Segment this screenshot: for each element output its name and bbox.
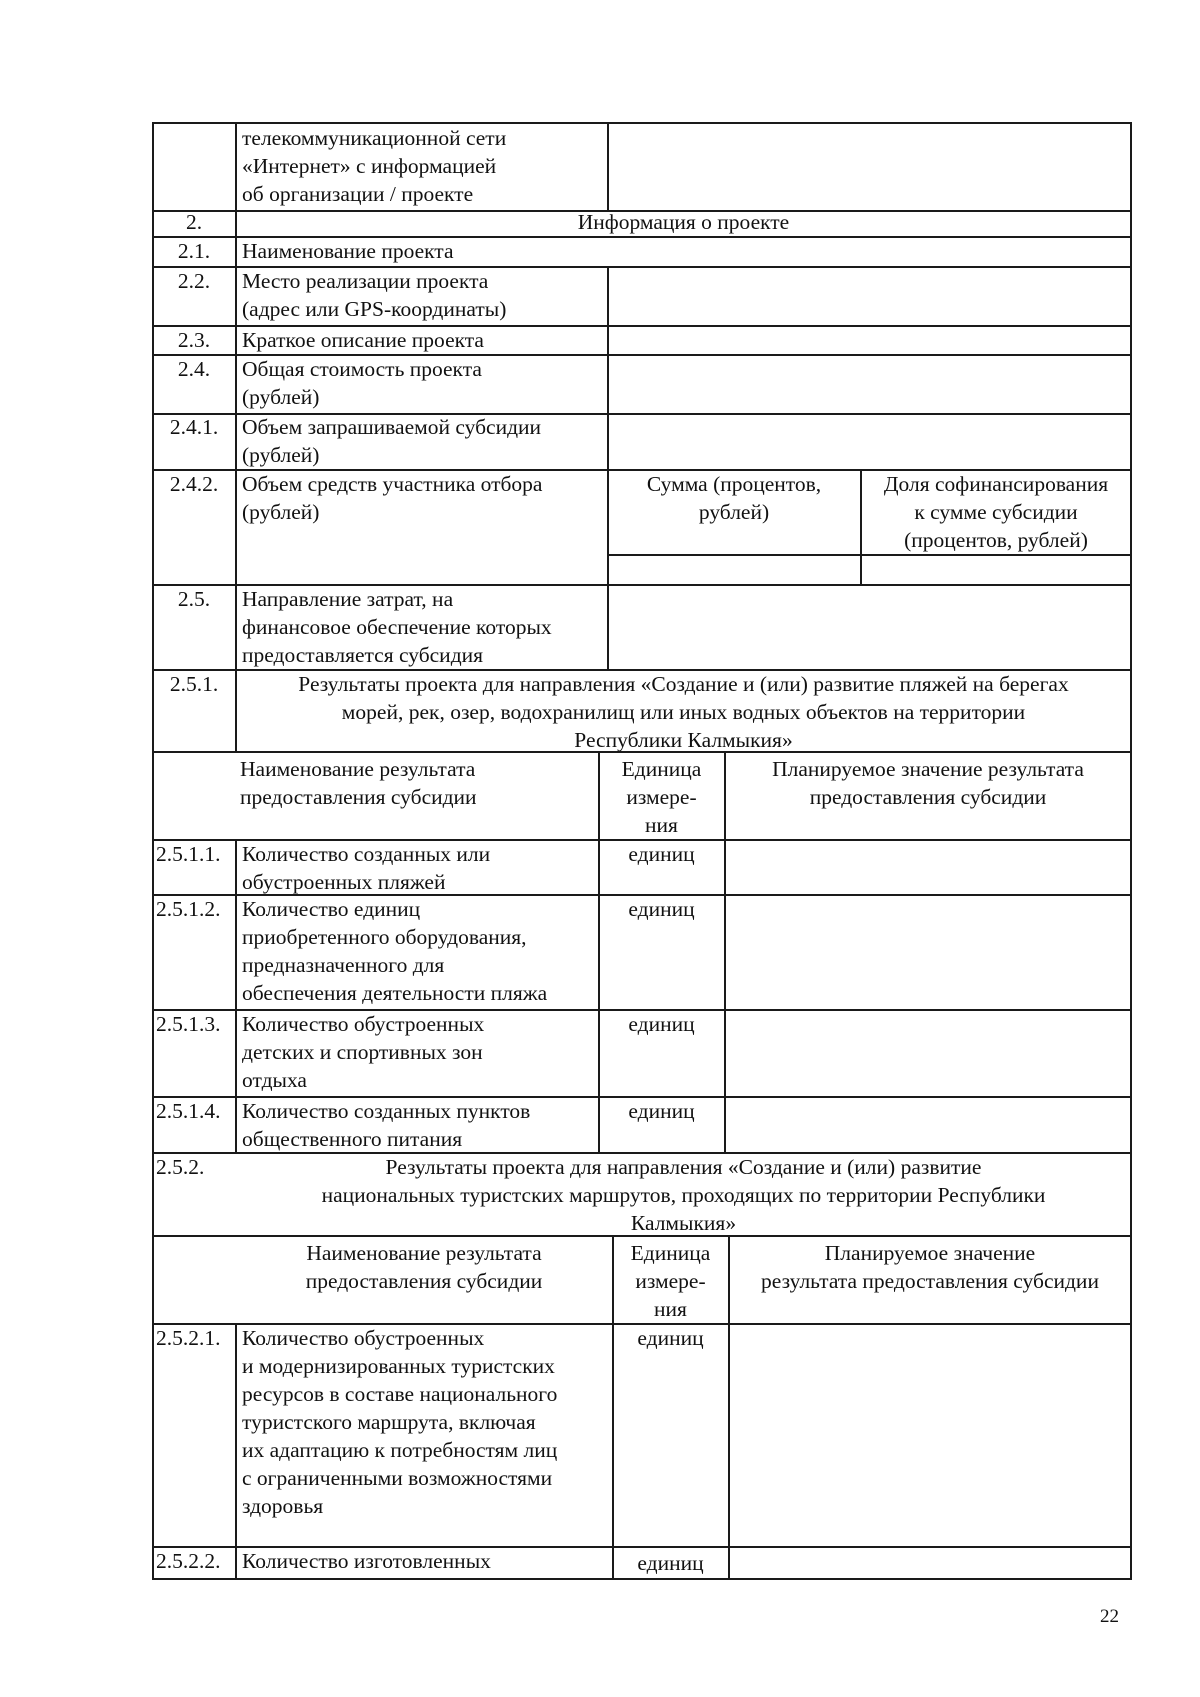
section-251-number: 2.5.1.: [169, 672, 219, 696]
section-251-title: Результаты проекта для направления «Создание и (или) развитие пляжей на берегах морей, рек, озер, водохранилищ или иных водных объектов на территории Республики Калмыкия»: [298, 672, 1069, 752]
row-label: Наименование проекта: [242, 239, 454, 263]
planned-value-header: Планируемое значение результата предоставления субсидии: [772, 757, 1084, 809]
row-number: 2.1.: [177, 239, 211, 263]
result-name-header: Наименование результата предоставления субсидии: [240, 757, 477, 809]
section-2-number: 2.: [185, 210, 203, 234]
row-label: Количество единиц приобретенного оборудования, предназначенного для обеспечения деятельности пляжа: [242, 897, 548, 1005]
row-number: 2.5.1.3.: [156, 1012, 221, 1036]
row-unit: единиц: [637, 1326, 704, 1350]
row-label: Объем средств участника отбора (рублей): [242, 472, 543, 524]
row-label: Количество созданных или обустроенных пляжей: [242, 842, 491, 894]
row-label: Направление затрат, на финансовое обеспечение которых предоставляется субсидия: [242, 587, 552, 667]
row-number: 2.5.2.2.: [156, 1549, 221, 1573]
row-number: 2.5.: [177, 587, 211, 611]
unit-header: Единица измере- ния: [630, 1241, 711, 1321]
section-252-number: 2.5.2.: [156, 1155, 205, 1179]
section-2-title: Информация о проекте: [577, 210, 790, 234]
planned-value-header: Планируемое значение результата предоставления субсидии: [761, 1241, 1099, 1293]
row-label: Место реализации проекта (адрес или GPS-координаты): [242, 269, 507, 321]
row-label: Количество обустроенных и модернизированных туристских ресурсов в составе национального туристского маршрута, включая их адаптацию к потребностям лиц с ограниченными возможностями здоровья: [242, 1326, 558, 1518]
row-label: Количество обустроенных детских и спортивных зон отдыха: [242, 1012, 485, 1092]
row-number: 2.5.1.2.: [156, 897, 221, 921]
section-252-title: Результаты проекта для направления «Создание и (или) развитие национальных туристских маршрутов, проходящих по территории Республики Калмыкия»: [321, 1155, 1046, 1235]
page-number: 22: [1100, 1606, 1119, 1627]
share-column-header: Доля софинансирования к сумме субсидии (процентов, рублей): [883, 472, 1109, 552]
row-unit: единиц: [628, 1099, 695, 1123]
sum-column-header: Сумма (процентов, рублей): [646, 472, 822, 524]
row-label: Количество изготовленных: [242, 1549, 491, 1573]
row-number: 2.4.1.: [169, 415, 219, 439]
row-number: 2.5.1.4.: [156, 1099, 221, 1123]
row-label: Общая стоимость проекта (рублей): [242, 357, 482, 409]
row-number: 2.3.: [177, 328, 211, 352]
row-number: 2.4.2.: [169, 472, 219, 496]
row-number: 2.4.: [177, 357, 211, 381]
unit-header: Единица измере- ния: [621, 757, 702, 837]
row-label: Объем запрашиваемой субсидии (рублей): [242, 415, 542, 467]
top-fragment-text: телекоммуникационной сети «Интернет» с информацией об организации / проекте: [242, 126, 507, 206]
row-number: 2.5.2.1.: [156, 1326, 221, 1350]
result-name-header: Наименование результата предоставления субсидии: [305, 1241, 543, 1293]
row-unit: единиц: [628, 842, 695, 866]
row-label: Количество созданных пунктов общественного питания: [242, 1099, 531, 1151]
row-unit: единиц: [628, 897, 695, 921]
row-number: 2.2.: [177, 269, 211, 293]
row-unit: единиц: [628, 1012, 695, 1036]
row-number: 2.5.1.1.: [156, 842, 221, 866]
row-unit: единиц: [637, 1551, 704, 1575]
row-label: Краткое описание проекта: [242, 328, 484, 352]
